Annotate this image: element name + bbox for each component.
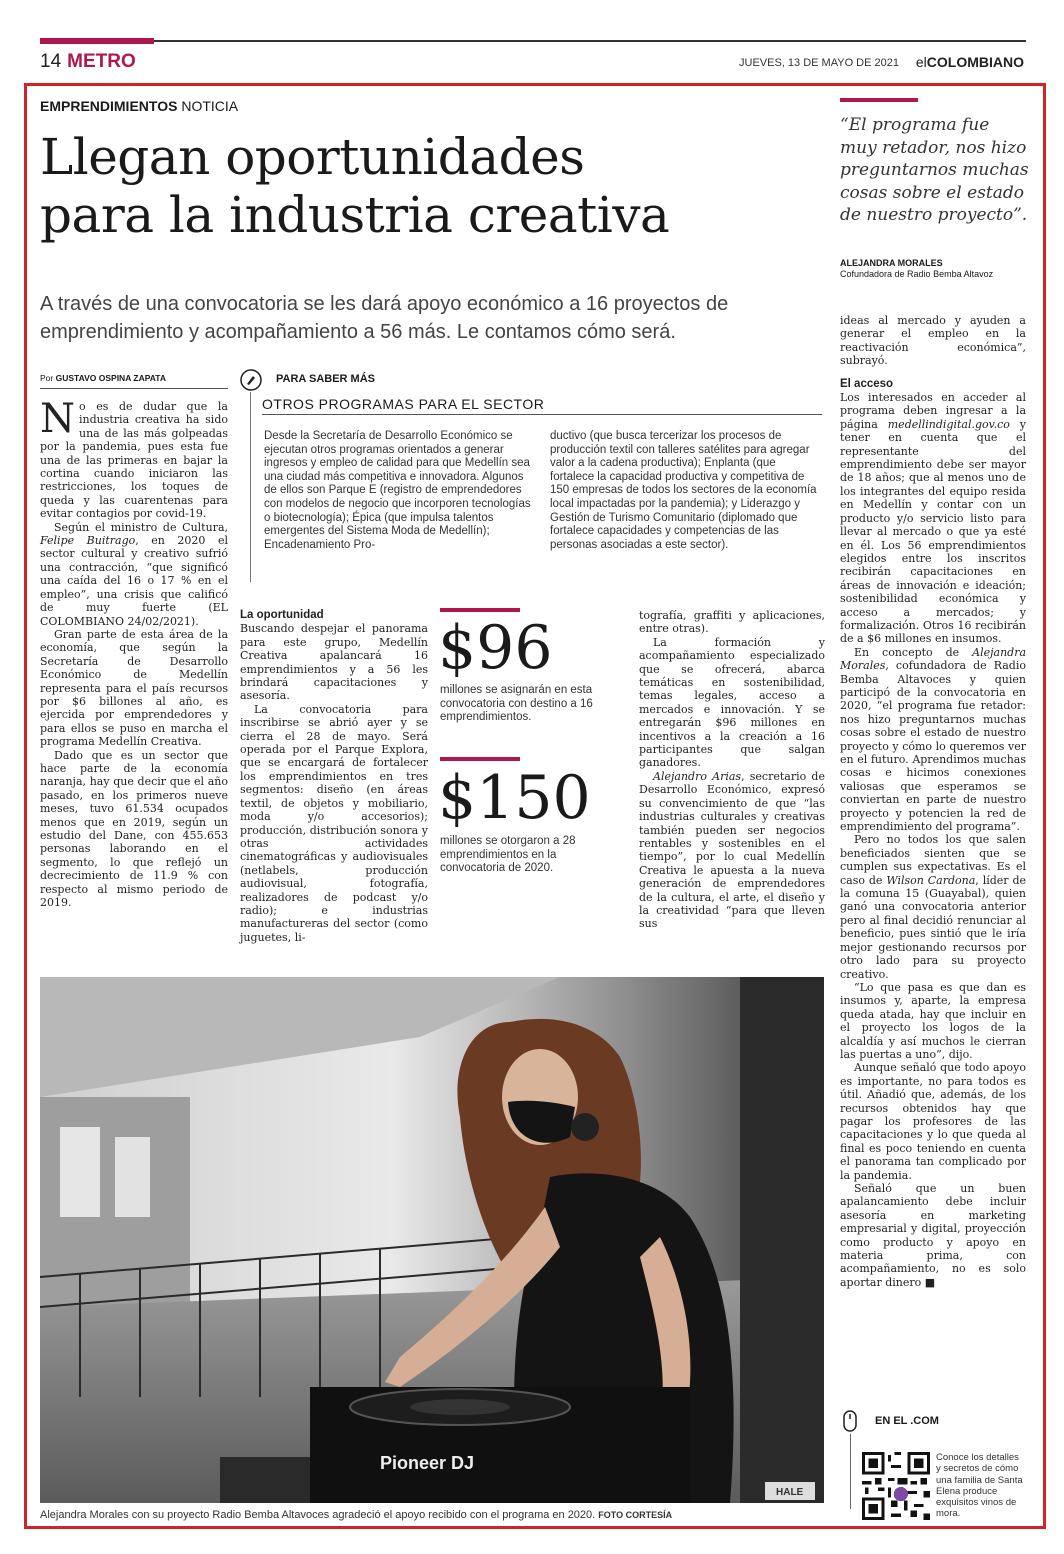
drop-cap: N: [40, 396, 75, 442]
stat-accent-bar: [440, 608, 520, 612]
column-2: [240, 609, 428, 944]
stat-accent-bar: [440, 757, 520, 761]
issue-date: JUEVES, 13 DE MAYO DE 2021: [739, 57, 899, 69]
paragraph: tografía, graffiti y aplicaciones, entre otras).: [639, 609, 825, 636]
stat-caption-150: millones se otorgaron a 28 emprendimientos en la convocatoria de 2020.: [440, 835, 576, 875]
web-section-rule: [850, 1434, 851, 1509]
paragraph: Dado que es un sector que hace parte de la economía naranja, hay que decir que el año pasado, en los primeros nueve meses, tuvo 61.534 ocupados menos que en 2019, según un estudio del Dane, con 455.653 personas laborando en el segmento, lo que reflejó un decrecimiento de 11.9 % con respecto al mismo periodo de 2019.: [40, 748, 228, 910]
byline: Por GUSTAVO OSPINA ZAPATA: [40, 373, 166, 383]
photo-brand-text: Pioneer DJ: [380, 1453, 475, 1473]
info-icon: [240, 369, 262, 391]
section-accent-bar: [40, 38, 154, 44]
web-section-title: EN EL .COM: [875, 1415, 939, 1427]
paragraph: “Lo que pasa es que dan es insumos y, aparte, la empresa queda atada, hay que incluir en el proyecto los logos de la alcaldía y así muchos le cierran las puertas a uno”, dijo.: [840, 980, 1026, 1061]
paragraph: Pero no todos los que salen beneficiados sienten que se cumplen sus expectativas. Es el caso de Wilson Cardona, líder de la comuna 15 (Guayabal), quien ganó una convocatoria anterior pero al final decidió renunciar al beneficio, pues sintió que le iría mejor gestionando recursos por otro lado para su proyecto creativo.: [840, 833, 1026, 981]
box-title: PARA SABER MÁS: [276, 373, 376, 385]
stat-value-150: $150: [438, 763, 591, 833]
box-rule: [262, 414, 822, 415]
subhead-oportunidad: La oportunidad: [240, 609, 324, 621]
paragraph: En concepto de Alejandra Morales, cofundadora de Radio Bemba Altavoces y quien participó de la convocatoria en 2020, “el programa fue retador: nos hizo preguntarnos muchas cosas sobre el estado de nuestro proyecto y cómo lo queremos ver en el futuro. Aprendimos muchas cosas e hicimos conexiones valiosas que esperamos se conviertan en parte de nuestro proyecto y potencien la red de emprendimiento del programa”.: [840, 645, 1027, 834]
section-name: METRO: [67, 51, 136, 72]
paragraph: Los interesados en acceder al programa deben ingresar a la página medellindigital.gov.co y tener en cuenta que el representante del emprendimiento debe ser mayor de 18 años; que al menos uno de los integrantes del equipo resida en Medellín y contar con un producto y/o servicio listo para llevar al mercado o que ya esté en él. Los 56 emprendimientos elegidos entre los inscritos recibirán capacitaciones en áreas de innovación e ideación; sostenibilidad económica y acceso a mercados; y formalización. Otros 16 recibirán de a $6 millones en insumos.: [840, 391, 1027, 646]
header-rule: [40, 40, 1026, 42]
article-photo: [40, 977, 824, 1503]
photo-caption: Alejandra Morales con su proyecto Radio Bemba Altavoces agradeció el apoyo recibido con el programa en 2020. FOTO CORTESÍA: [40, 1509, 673, 1521]
web-teaser-text[interactable]: Conoce los detalles y secretos de cómo una familia de Santa Elena produce exquisitos vinos de mora.: [936, 1452, 1023, 1520]
paragraph: La formación y acompañamiento especializado que se ofrecerá, abarca temáticas en sostenibilidad, temas legales, acceso a mercados e innovación. Y se entregarán $96 millones en incentivos a la creación a 16 participantes que salgan ganadores.: [639, 635, 825, 770]
byline-rule: [40, 388, 228, 389]
mouse-icon: [843, 1410, 857, 1432]
quote-author-role: Cofundadora de Radio Bemba Altavoz: [840, 269, 994, 279]
paragraph: No es de dudar que la industria creativa ha sido una de las más golpeadas por la pandemia, pues esta fue una de las primeras en bajar la cortina cuando iniciaron las restricciones, los toques de queda y las cuarentenas para evitar contagios por covid-19.: [40, 396, 228, 521]
quote-accent-bar: [840, 98, 918, 102]
photo-credit: FOTO CORTESÍA: [598, 1510, 673, 1520]
column-4: [639, 609, 825, 931]
paragraph: Buscando despejar el panorama para este grupo, Medellín Creativa apalancará 16 emprendimientos y a 56 les brindará capacitaciones y asesoría.: [240, 622, 428, 703]
paragraph: Alejandro Arias, secretario de Desarrollo Económico, expresó su convencimiento de que “las industrias culturales y creativas también pueden ser negocios rentables y sostenibles en el tiempo”, por lo cual Medellín Creativa le apuesta a la nueva generación de emprendedores de la cultura, el arte, el diseño y la creatividad “para que lleven sus: [639, 769, 825, 931]
headline: Llegan oportunidades para la industria creativa: [40, 128, 670, 244]
box-subtitle: OTROS PROGRAMAS PARA EL SECTOR: [262, 396, 545, 412]
paragraph: Gran parte de esta área de la economía, que según la Secretaría de Desarrollo Económico de Medellín representa para el país recursos por $6 billones al año, es ejercida por emprendedores y para ellos se puso en marcha el programa Medellín Creativa.: [40, 627, 228, 749]
column-1: [40, 396, 228, 910]
paragraph: Según el ministro de Cultura, Felipe Buitrago, en 2020 el sector cultural y creativo sufrió una contracción, “que significó una caída del 16 o 17 % en el empleo”, una crisis que calificó de muy fuerte (EL COLOMBIANO 24/02/2021).: [40, 520, 228, 628]
qr-code-icon[interactable]: [862, 1452, 930, 1520]
end-mark: ■: [924, 1275, 936, 1289]
paragraph: Señaló que un buen apalancamiento debe incluir asesoría en marketing empresarial y digital, proyección como producto y apoyo en materia prima, con acompañamiento, no es solo aportar dinero ■: [840, 1182, 1026, 1289]
quote-author: ALEJANDRA MORALES: [840, 258, 943, 268]
paragraph: La convocatoria para inscribirse se abrió ayer y se cierra el 28 de mayo. Será operada por el Parque Explora, que se encargará de fortalecer los emprendimientos en tres segmentos: diseño (en áreas textil, de objetos y mobiliario, moda y/o accesorios); producción, distribución sonora y otras actividades cinematográficas y audiovisuales (netlabels, producción audiovisual, fotografía, realizadores de podcast y/o radio); e industrias manufactureras del sector (como juguetes, li-: [240, 702, 428, 944]
web-link[interactable]: medellindigital.gov.co: [887, 417, 1010, 431]
kicker: EMPRENDIMIENTOS NOTICIA: [40, 98, 239, 114]
paragraph: ideas al mercado y ayuden a generar el empleo en la reactivación económica”, subrayó.: [840, 314, 1026, 368]
column-5: [840, 314, 1026, 1289]
box-text-left: Desde la Secretaría de Desarrollo Económico se ejecutan otros programas orientados a generar ingresos y empleo de calidad para que Medellín sea una ciudad más competitiva e innovadora. Algunos de ellos son Parque E (registro de emprendedores con modelos de negocio que incorporen tecnologías o biotecnología); Épica (que impulsa talentos emergentes del Sistema Moda de Medellín); Encadenamiento Pro-: [264, 430, 531, 551]
box-left-rule: [250, 392, 251, 582]
masthead: elCOLOMBIANO: [915, 54, 1024, 70]
paragraph: Aunque señaló que todo apoyo es importante, no para todos es útil. Añadió que, además, de los recursos obtenidos hay que pagar los profesores de las capacitaciones y lo que queda al final es poco teniendo en cuenta el panorama tan complicado por la pandemia.: [840, 1061, 1026, 1182]
pull-quote: “El programa fue muy retador, nos hizo preguntarnos muchas cosas sobre el estado de nuestro proyecto”.: [840, 115, 1029, 225]
stat-caption-96: millones se asignarán en esta convocatoria con destino a 16 emprendimientos.: [440, 684, 593, 724]
photo-sign-text: HALE: [776, 1487, 804, 1498]
subhead-acceso: El acceso: [840, 377, 894, 390]
box-text-right: ductivo (que busca tercerizar los procesos de producción textil con talleres satélites para agregar valor a la cadena productiva); Enplanta (que fortalece la capacidad productiva y competitiva de 150 empresas de todos los sectores de la economía local impactadas por la pandemia); y Liderazgo y Gestión de Turismo Comunitario (diplomado que fortalece capacidades y competencias de las personas asociadas a este sector).: [550, 430, 817, 551]
deck: A través de una convocatoria se les dará apoyo económico a 16 proyectos de emprendimiento y acompañamiento a 56 más. Le contamos cómo será.: [40, 293, 729, 343]
stat-value-96: $96: [438, 613, 553, 683]
page-number: 14 METRO: [40, 51, 136, 72]
